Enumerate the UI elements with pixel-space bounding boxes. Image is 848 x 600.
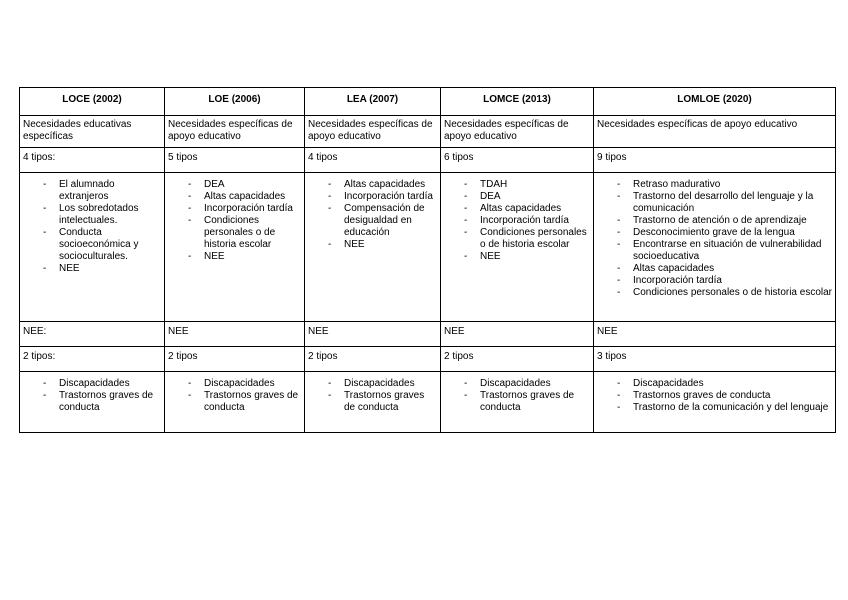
nee-type-list — [23, 378, 161, 414]
type-item: - Altas capacidades — [328, 179, 437, 191]
nee-label-cell: NEE — [594, 322, 836, 347]
type-list — [597, 179, 832, 299]
type-item: - Condiciones personales o de historia escolar — [617, 287, 832, 299]
nee-type-item: - Trastorno de la comunicación y del lenguaje — [617, 402, 832, 414]
laws-comparison-table — [19, 87, 836, 433]
law-name-header: LOE (2006) — [165, 88, 305, 116]
type-item: - NEE — [464, 251, 590, 263]
law-concept-cell: Necesidades específicas de apoyo educativo — [594, 116, 836, 148]
type-item: - Desconocimiento grave de la lengua — [617, 227, 832, 239]
type-item: - Incorporación tardía — [188, 203, 301, 215]
law-name-header: LOMCE (2013) — [441, 88, 594, 116]
types-count-row — [20, 148, 836, 173]
law-concept-cell: Necesidades específicas de apoyo educativo — [441, 116, 594, 148]
type-item: - Incorporación tardía — [464, 215, 590, 227]
type-item: - TDAH — [464, 179, 590, 191]
type-item: - Conducta socioeconómica y socioculturales. — [43, 227, 161, 263]
nee-types-cell — [441, 372, 594, 433]
types-count-cell: 9 tipos — [594, 148, 836, 173]
types-count-cell: 5 tipos — [165, 148, 305, 173]
nee-label-cell: NEE — [441, 322, 594, 347]
nee-type-list — [444, 378, 590, 414]
type-item: - Trastorno de atención o de aprendizaje — [617, 215, 832, 227]
type-item: - Condiciones personales o de historia escolar — [464, 227, 590, 251]
nee-type-list — [597, 378, 832, 414]
type-list — [444, 179, 590, 263]
type-item: - Incorporación tardía — [328, 191, 437, 203]
type-item: - Trastorno del desarrollo del lenguaje y la comunicación — [617, 191, 832, 215]
types-cell — [594, 173, 836, 322]
nee-label-cell: NEE — [165, 322, 305, 347]
law-name-header: LEA (2007) — [305, 88, 441, 116]
types-count-cell: 6 tipos — [441, 148, 594, 173]
nee-types-row — [20, 372, 836, 433]
type-item: - NEE — [188, 251, 301, 263]
nee-count-cell: 2 tipos — [441, 347, 594, 372]
nee-type-item: - Trastornos graves de conducta — [464, 390, 590, 414]
types-cell — [20, 173, 165, 322]
types-count-cell: 4 tipos — [305, 148, 441, 173]
types-count-cell: 4 tipos: — [20, 148, 165, 173]
type-item: - NEE — [328, 239, 437, 251]
law-concept-cell: Necesidades educativas específicas — [20, 116, 165, 148]
type-item: - El alumnado extranjeros — [43, 179, 161, 203]
type-item: - DEA — [188, 179, 301, 191]
nee-count-cell: 2 tipos: — [20, 347, 165, 372]
type-item: - Encontrarse en situación de vulnerabilidad socioeducativa — [617, 239, 832, 263]
nee-type-item: - Trastornos graves de conducta — [188, 390, 301, 414]
types-cell — [305, 173, 441, 322]
nee-type-list — [168, 378, 301, 414]
nee-type-item: - Discapacidades — [43, 378, 161, 390]
nee-label-row — [20, 322, 836, 347]
law-name-header: LOCE (2002) — [20, 88, 165, 116]
nee-types-cell — [165, 372, 305, 433]
type-item: - Altas capacidades — [617, 263, 832, 275]
type-list — [308, 179, 437, 251]
concept-row — [20, 116, 836, 148]
nee-type-list — [308, 378, 437, 414]
type-list — [168, 179, 301, 263]
type-list — [23, 179, 161, 275]
law-concept-cell: Necesidades específicas de apoyo educativo — [305, 116, 441, 148]
type-item: - Retraso madurativo — [617, 179, 832, 191]
nee-count-cell: 2 tipos — [165, 347, 305, 372]
nee-types-cell — [20, 372, 165, 433]
type-item: - DEA — [464, 191, 590, 203]
law-concept-cell: Necesidades específicas de apoyo educativo — [165, 116, 305, 148]
law-name-header: LOMLOE (2020) — [594, 88, 836, 116]
nee-type-item: - Trastornos graves de conducta — [328, 390, 437, 414]
nee-type-item: - Discapacidades — [328, 378, 437, 390]
nee-type-item: - Discapacidades — [188, 378, 301, 390]
nee-types-cell — [594, 372, 836, 433]
nee-count-cell: 3 tipos — [594, 347, 836, 372]
nee-type-item: - Discapacidades — [464, 378, 590, 390]
type-item: - NEE — [43, 263, 161, 275]
type-item: - Los sobredotados intelectuales. — [43, 203, 161, 227]
nee-label-cell: NEE — [305, 322, 441, 347]
types-list-row — [20, 173, 836, 322]
type-item: - Altas capacidades — [464, 203, 590, 215]
type-item: - Condiciones personales o de historia escolar — [188, 215, 301, 251]
type-item: - Compensación de desigualdad en educación — [328, 203, 437, 239]
nee-count-row — [20, 347, 836, 372]
header-row — [20, 88, 836, 116]
types-cell — [165, 173, 305, 322]
nee-label-cell: NEE: — [20, 322, 165, 347]
nee-types-cell — [305, 372, 441, 433]
type-item: - Incorporación tardía — [617, 275, 832, 287]
nee-type-item: - Trastornos graves de conducta — [617, 390, 832, 402]
nee-type-item: - Trastornos graves de conducta — [43, 390, 161, 414]
type-item: - Altas capacidades — [188, 191, 301, 203]
types-cell — [441, 173, 594, 322]
nee-type-item: - Discapacidades — [617, 378, 832, 390]
nee-count-cell: 2 tipos — [305, 347, 441, 372]
